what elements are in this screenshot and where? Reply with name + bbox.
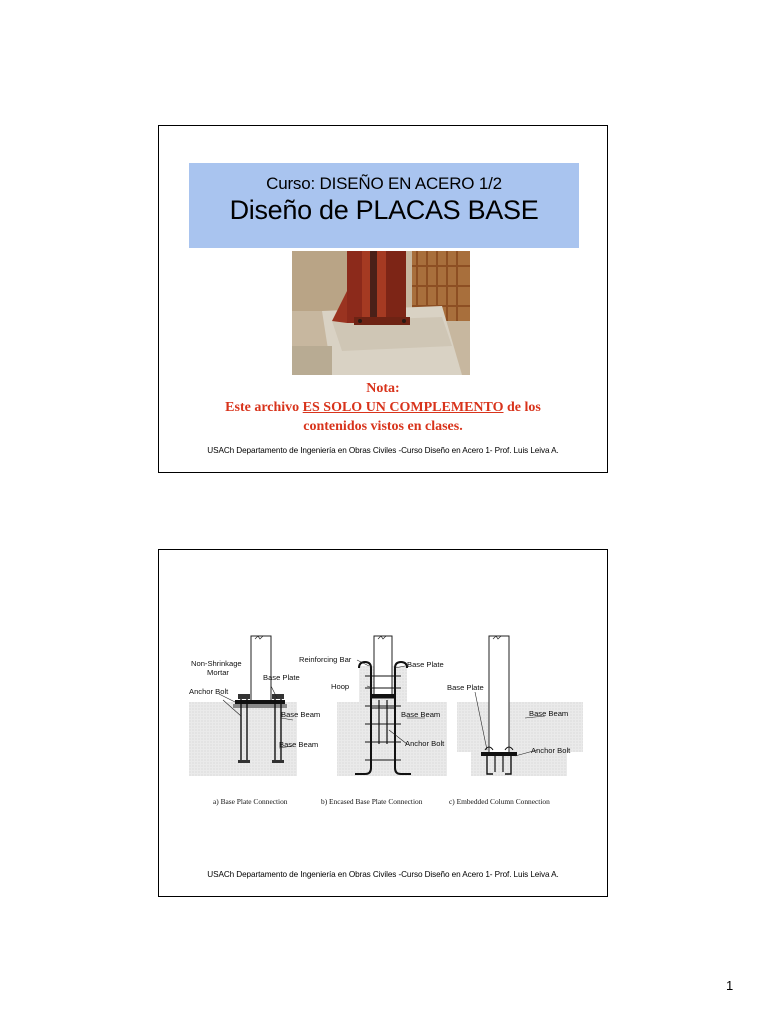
label-anchor-bolt-c: Anchor Bolt xyxy=(531,746,571,755)
base-plate-photo xyxy=(292,251,470,375)
note-post: de los xyxy=(503,400,541,415)
label-non-shrinkage: Non-Shrinkage xyxy=(191,659,242,668)
label-base-beam-a2: Base Beam xyxy=(279,740,319,749)
slide-title: Diseño de PLACAS BASE xyxy=(229,195,539,225)
connection-diagram-svg xyxy=(189,636,583,820)
photo-illustration xyxy=(292,251,470,375)
slide-footer: USACh Departamento de Ingeniería en Obras Civiles -Curso Diseño en Acero 1- Prof. Luis Leiva A. xyxy=(207,446,559,455)
label-hoop: Hoop xyxy=(331,682,350,691)
label-base-plate-a: Base Plate xyxy=(263,673,300,682)
note-heading: Nota: xyxy=(366,381,400,396)
diagram-c xyxy=(457,636,583,776)
label-anchor-bolt-a: Anchor Bolt xyxy=(189,687,229,696)
connection-diagram xyxy=(189,636,583,820)
label-mortar: Mortar xyxy=(207,668,229,677)
label-base-plate-c: Base Plate xyxy=(447,683,484,692)
slide-2 xyxy=(158,549,608,897)
note-pre: Este archivo xyxy=(225,400,303,415)
label-base-beam-b: Base Beam xyxy=(401,710,441,719)
page-number: 1 xyxy=(726,978,734,993)
caption-b: b) Encased Base Plate Connection xyxy=(321,797,423,806)
label-reinforcing-bar: Reinforcing Bar xyxy=(299,655,352,664)
diagram-b xyxy=(337,636,447,776)
diagram-a xyxy=(189,636,297,776)
course-title: Curso: DISEÑO EN ACERO 1/2 xyxy=(266,174,502,193)
slide-1 xyxy=(158,125,608,473)
label-base-plate-b: Base Plate xyxy=(407,660,444,669)
label-base-beam-c: Base Beam xyxy=(529,709,569,718)
label-anchor-bolt-b: Anchor Bolt xyxy=(405,739,445,748)
caption-a: a) Base Plate Connection xyxy=(213,797,288,806)
note-line-2: contenidos vistos en clases. xyxy=(303,419,463,434)
title-box xyxy=(189,163,579,248)
label-base-beam-a1: Base Beam xyxy=(281,710,321,719)
note-emphasis: ES SOLO UN COMPLEMENTO xyxy=(302,400,504,415)
caption-c: c) Embedded Column Connection xyxy=(449,797,550,806)
note-line-1 xyxy=(159,400,607,416)
slide-footer: USACh Departamento de Ingeniería en Obras Civiles -Curso Diseño en Acero 1- Prof. Luis Leiva A. xyxy=(207,870,559,879)
